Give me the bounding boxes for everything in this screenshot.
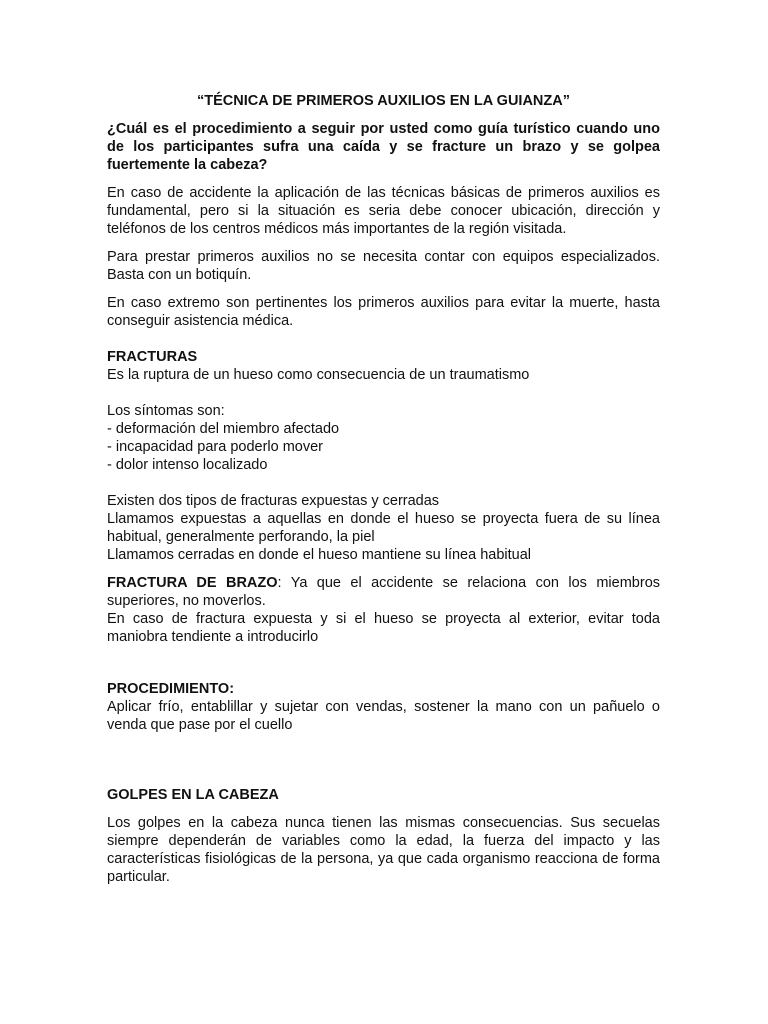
spacer — [107, 110, 660, 120]
intro-paragraph-2: Para prestar primeros auxilios no se necesita contar con equipos especializados. Basta con un botiquín. — [107, 249, 660, 283]
spacer — [107, 384, 660, 402]
symptom-item: - deformación del miembro afectado — [107, 421, 340, 437]
spacer — [107, 474, 660, 492]
symptom-item: - dolor intenso localizado — [107, 457, 268, 473]
spacer — [107, 284, 660, 294]
spacer — [107, 564, 660, 574]
fracture-type-expuestas: Llamamos expuestas a aquellas en donde el hueso se proyecta fuera de su línea habitual, generalmente perforando, la piel — [107, 511, 660, 545]
spacer — [107, 174, 660, 184]
document-page — [107, 92, 660, 886]
symptom-item: - incapacidad para poderlo mover — [107, 439, 324, 455]
fracture-type-cerradas: Llamamos cerradas en donde el hueso mantiene su línea habitual — [107, 547, 531, 563]
fractura-brazo-label: FRACTURA DE BRAZO — [107, 575, 278, 591]
intro-paragraph-1: En caso de accidente la aplicación de las técnicas básicas de primeros auxilios es fundamental, pero si la situación es seria debe conocer ubicación, dirección y teléfonos de los centros médicos más importantes de la región visitada. — [107, 185, 660, 237]
procedimiento-text: Aplicar frío, entablillar y sujetar con vendas, sostener la mano con un pañuelo o venda que pase por el cuello — [107, 699, 660, 733]
fracturas-heading: FRACTURAS — [107, 349, 198, 365]
spacer — [107, 646, 660, 680]
symptoms-intro: Los síntomas son: — [107, 403, 225, 419]
spacer — [107, 238, 660, 248]
fracturas-definition: Es la ruptura de un hueso como consecuencia de un traumatismo — [107, 367, 530, 383]
fracture-types-intro: Existen dos tipos de fracturas expuestas y cerradas — [107, 493, 440, 509]
golpes-heading: GOLPES EN LA CABEZA — [107, 787, 279, 803]
procedimiento-heading: PROCEDIMIENTO: — [107, 681, 235, 697]
spacer — [107, 330, 660, 348]
spacer — [107, 734, 660, 786]
intro-paragraph-3: En caso extremo son pertinentes los primeros auxilios para evitar la muerte, hasta conseguir asistencia médica. — [107, 295, 660, 329]
fractura-brazo-text-2: En caso de fractura expuesta y si el hueso se proyecta al exterior, evitar toda maniobra tendiente a introducirlo — [107, 611, 660, 645]
golpes-text: Los golpes en la cabeza nunca tienen las mismas consecuencias. Sus secuelas siempre dependerán de variables como la edad, la fuerza del impacto y las características fisiológicas de la persona, ya que cada organismo reacciona de forma particular. — [107, 815, 660, 885]
spacer — [107, 804, 660, 814]
fractura-brazo-text: : Ya que el accidente se relaciona con los miembros superiores, no moverlos. — [107, 575, 661, 609]
question-paragraph: ¿Cuál es el procedimiento a seguir por usted como guía turístico cuando uno de los participantes sufra una caída y se fracture un brazo y se golpea fuertemente la cabeza? — [107, 121, 660, 173]
fractura-brazo-paragraph — [107, 574, 660, 610]
document-title: “TÉCNICA DE PRIMEROS AUXILIOS EN LA GUIANZA” — [197, 93, 570, 109]
